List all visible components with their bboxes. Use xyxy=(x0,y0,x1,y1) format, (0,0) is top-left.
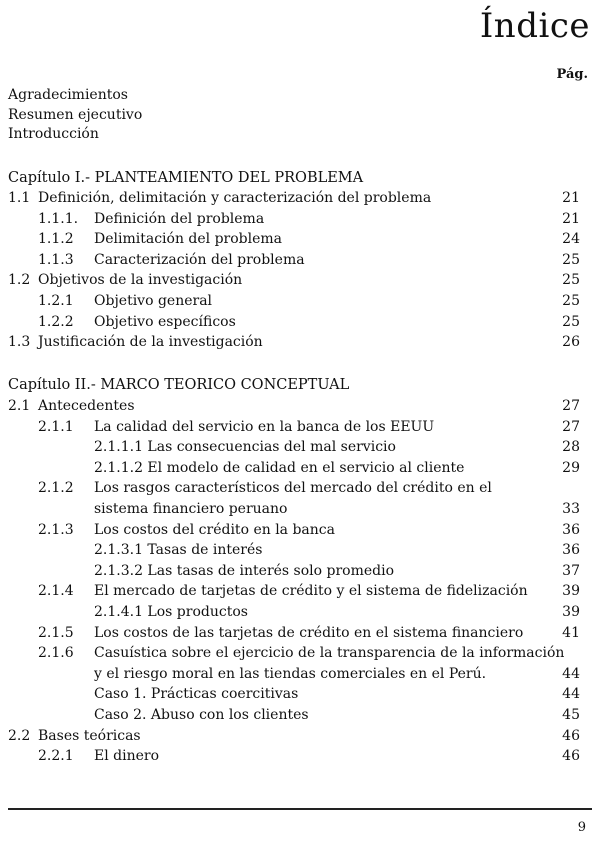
toc-entry-number: 1.2.1 xyxy=(38,292,74,309)
toc-entry xyxy=(8,312,592,333)
toc-entry xyxy=(8,726,592,747)
toc-entry-title: Objetivos de la investigación xyxy=(38,272,243,289)
toc-entry xyxy=(8,684,592,705)
toc-entry-page: 36 xyxy=(562,521,580,538)
toc-entry-page: 21 xyxy=(562,210,580,227)
toc-entry xyxy=(8,229,592,250)
toc-entry xyxy=(8,746,592,767)
toc-entry xyxy=(8,520,592,541)
toc-entry xyxy=(8,499,592,520)
chapter-1-heading: Capítulo I.- PLANTEAMIENTO DEL PROBLEMA xyxy=(8,170,364,186)
toc-entry xyxy=(8,602,592,623)
toc-entry xyxy=(8,437,592,458)
toc-entry-title: 2.1.4.1 Los productos xyxy=(94,603,248,620)
toc-entry-page: 41 xyxy=(562,624,580,641)
toc-entry-number: 2.1.3 xyxy=(38,521,74,538)
toc-entry-page: 27 xyxy=(562,398,580,414)
toc-entry-page: 25 xyxy=(562,292,580,309)
toc-entry-number: 1.1 xyxy=(8,190,31,206)
toc-entry-title: Justificación de la investigación xyxy=(38,334,263,351)
toc-entry-page: 46 xyxy=(562,727,580,744)
front-matter-item: Introducción xyxy=(8,126,99,142)
front-matter-item: Resumen ejecutivo xyxy=(8,106,143,123)
toc-entry-number: 1.3 xyxy=(8,334,31,351)
toc-entry xyxy=(8,664,592,685)
toc-entry-number: 2.1.2 xyxy=(38,480,74,497)
front-matter xyxy=(8,86,142,145)
toc-entry-page: 25 xyxy=(562,251,580,268)
toc-entry-number: 1.2 xyxy=(8,272,31,289)
toc-entry-title: Los rasgos característicos del mercado del crédito en el xyxy=(94,480,492,497)
toc-entry-title: 2.1.1.1 Las consecuencias del mal servicio xyxy=(94,439,396,456)
toc-entry-title: Definición, delimitación y caracterización del problema xyxy=(38,190,432,206)
toc-entry-title: Definición del problema xyxy=(94,210,265,227)
toc-entry xyxy=(8,623,592,644)
toc-entry-title: 2.1.1.2 El modelo de calidad en el servicio al cliente xyxy=(94,459,465,476)
toc-entry xyxy=(8,458,592,479)
page-column-label: Pág. xyxy=(556,67,588,82)
toc-entry xyxy=(8,417,592,438)
toc-entry-title: Caracterización del problema xyxy=(94,251,305,268)
toc-entry-page: 27 xyxy=(562,418,580,435)
toc-entry-page: 29 xyxy=(562,459,580,476)
toc-entry-number: 2.2.1 xyxy=(38,748,74,765)
toc-entry xyxy=(8,270,592,291)
toc-entry-title: Los costos del crédito en la banca xyxy=(94,521,335,538)
toc-entry-title: Bases teóricas xyxy=(38,727,141,744)
toc-entry-title: y el riesgo moral en las tiendas comerciales en el Perú. xyxy=(94,665,487,682)
toc-entry-number: 2.1.5 xyxy=(38,624,74,641)
toc-entry-title: El dinero xyxy=(94,748,160,765)
toc-entry xyxy=(8,332,592,353)
toc-entry xyxy=(8,250,592,271)
toc-entry-number: 1.1.3 xyxy=(38,251,74,268)
toc-entry-page: 44 xyxy=(562,665,580,682)
toc-entry-title: Los costos de las tarjetas de crédito en el sistema financiero xyxy=(94,624,524,641)
toc-entry-number: 2.1.4 xyxy=(38,583,74,600)
page-title: Índice xyxy=(479,6,590,46)
toc-entry-number: 2.1.1 xyxy=(38,418,74,435)
chapter-1-entries xyxy=(8,188,592,353)
toc-entry-page: 39 xyxy=(562,583,580,600)
toc-entry-title: Caso 1. Prácticas coercitivas xyxy=(94,686,299,703)
toc-entry-title: sistema financiero peruano xyxy=(94,500,288,517)
toc-entry xyxy=(8,188,592,209)
toc-entry-title: El mercado de tarjetas de crédito y el sistema de fidelización xyxy=(94,583,528,600)
toc-entry-page: 25 xyxy=(562,313,580,330)
toc-entry-number: 2.1 xyxy=(8,398,31,414)
toc-entry-page: 37 xyxy=(562,562,580,579)
toc-entry-page: 45 xyxy=(562,706,580,723)
toc-entry xyxy=(8,540,592,561)
toc-entry-title: La calidad del servicio en la banca de los EEUU xyxy=(94,418,435,435)
toc-entry-title: 2.1.3.2 Las tasas de interés solo promedio xyxy=(94,562,395,579)
toc-entry-title: 2.1.3.1 Tasas de interés xyxy=(94,542,263,559)
toc-entry-page: 21 xyxy=(562,190,580,206)
toc-entry-page: 44 xyxy=(562,686,580,703)
chapter-2-heading: Capítulo II.- MARCO TEORICO CONCEPTUAL xyxy=(8,377,350,393)
toc-entry-title: Caso 2. Abuso con los clientes xyxy=(94,706,309,723)
toc-entry-number: 2.2 xyxy=(8,727,31,744)
toc-entry-number: 1.1.2 xyxy=(38,231,74,248)
chapter-2-entries xyxy=(8,396,592,767)
toc-entry-title: Objetivo general xyxy=(94,292,213,309)
toc-entry xyxy=(8,561,592,582)
toc-entry-page: 33 xyxy=(562,500,580,517)
footer-rule xyxy=(8,808,592,810)
toc-entry xyxy=(8,643,592,664)
toc-entry xyxy=(8,291,592,312)
toc-entry-number: 1.1.1. xyxy=(38,210,79,227)
toc-entry-page: 25 xyxy=(562,272,580,289)
toc-entry-page: 24 xyxy=(562,231,580,248)
toc-entry-title: Casuística sobre el ejercicio de la transparencia de la información xyxy=(94,645,565,662)
toc-entry-page: 26 xyxy=(562,334,580,351)
front-matter-item: Agradecimientos xyxy=(8,87,128,103)
page-number: 9 xyxy=(577,820,586,835)
toc-entry-page: 28 xyxy=(562,439,580,456)
toc-entry xyxy=(8,209,592,230)
toc-entry-page: 36 xyxy=(562,542,580,559)
toc-entry xyxy=(8,396,592,417)
toc-entry xyxy=(8,478,592,499)
toc-entry-title: Delimitación del problema xyxy=(94,231,283,248)
toc-entry-page: 46 xyxy=(562,748,580,765)
toc-entry-page: 39 xyxy=(562,603,580,620)
toc-entry xyxy=(8,581,592,602)
toc-entry-title: Objetivo específicos xyxy=(94,313,236,330)
toc-entry-number: 1.2.2 xyxy=(38,313,74,330)
toc-entry xyxy=(8,705,592,726)
toc-entry-number: 2.1.6 xyxy=(38,645,74,662)
toc-entry-title: Antecedentes xyxy=(38,398,135,414)
